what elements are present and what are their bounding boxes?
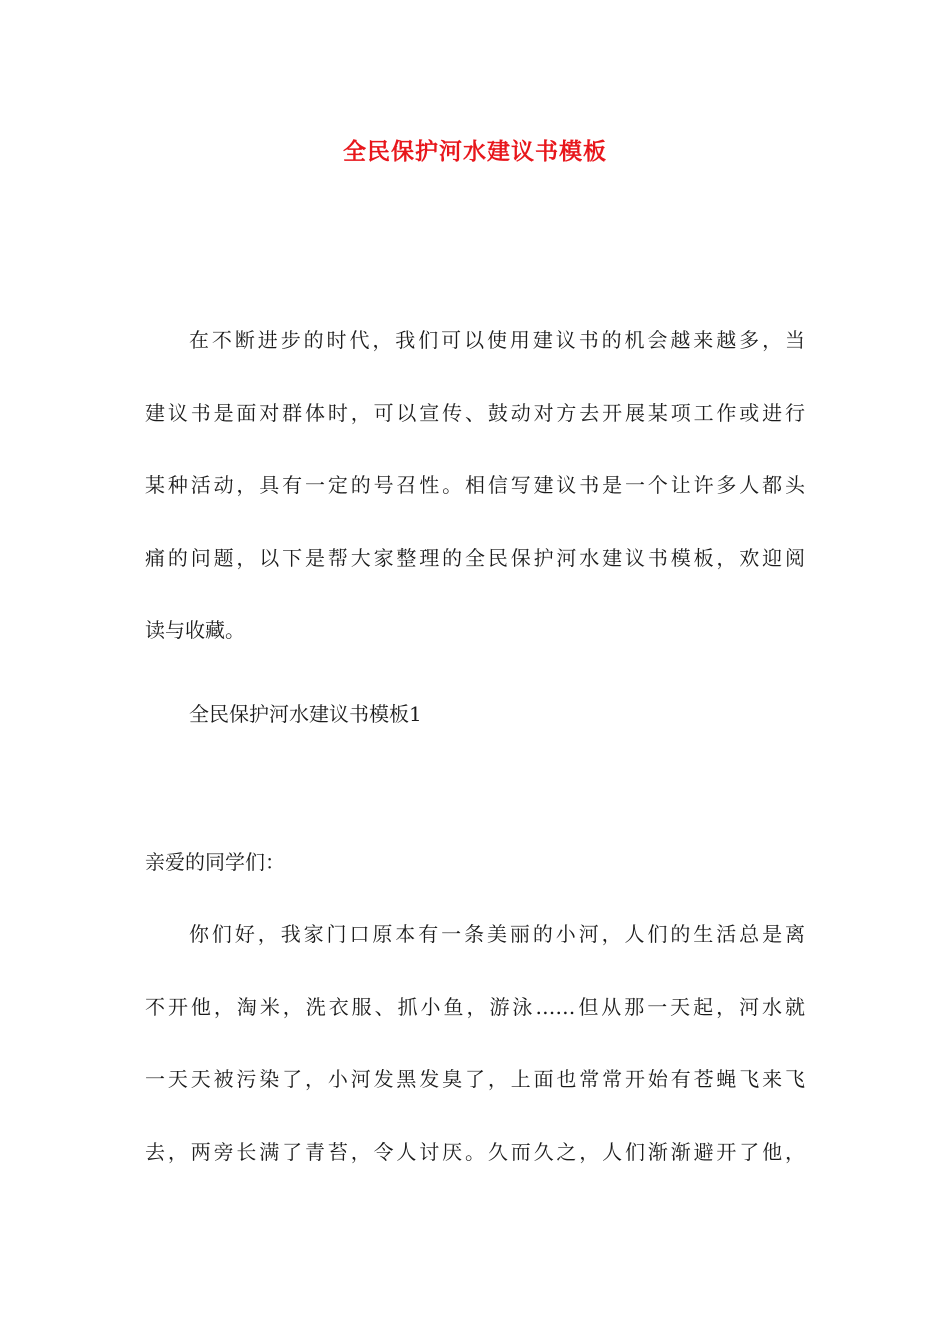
intro-line: 读与收藏。: [145, 618, 245, 642]
intro-line: 某种活动，具有一定的号召性。相信写建议书是一个让许多人都头: [145, 473, 805, 497]
body-line: 你们好，我家门口原本有一条美丽的小河，人们的生活总是离: [189, 922, 805, 946]
intro-line: 建议书是面对群体时，可以宣传、鼓动对方去开展某项工作或进行: [145, 400, 805, 425]
body-line: 不开他，淘米，洗衣服、抓小鱼，游泳……但从那一天起，河水就: [145, 994, 805, 1019]
section-heading-block: [145, 678, 805, 751]
body-line: 去，两旁长满了青苔，令人讨厌。久而久之，人们渐渐避开了他，: [145, 1139, 805, 1164]
section-heading: 全民保护河水建议书模板1: [189, 702, 422, 726]
body-line: 一天天被污染了，小河发黑发臭了，上面也常常开始有苍蝇飞来飞: [145, 1067, 805, 1091]
document-title: 全民保护河水建议书模板: [343, 138, 607, 165]
intro-paragraph: [145, 304, 805, 667]
salutation-block: [145, 826, 805, 899]
intro-line: 痛的问题，以下是帮大家整理的全民保护河水建议书模板，欢迎阅: [145, 545, 805, 570]
body-paragraph: [145, 898, 805, 1188]
intro-line: 在不断进步的时代，我们可以使用建议书的机会越来越多，当: [189, 328, 805, 352]
salutation: 亲爱的同学们：: [145, 850, 285, 874]
